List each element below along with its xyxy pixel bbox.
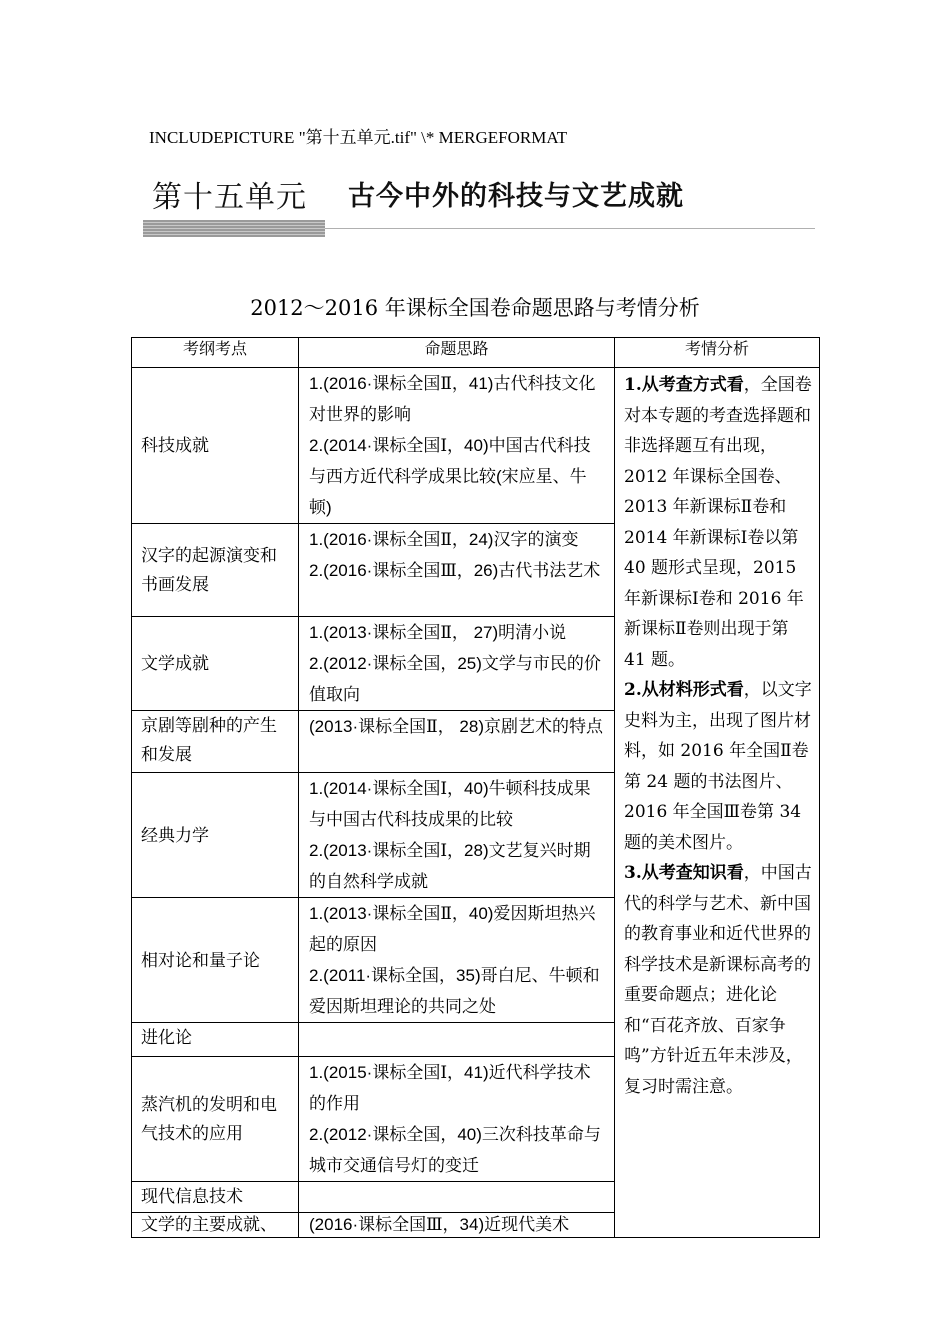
- idea-item: (2013·课标全国Ⅱ， 28)京剧艺术的特点: [309, 717, 603, 736]
- topic-cell: 文学成就: [132, 617, 299, 711]
- table-row: [132, 368, 820, 524]
- analysis-text: ，中国古代的科学与艺术、新中国的教育事业和近代世界的科学技术是新课标高考的重要命题点；进化论和“百花齐放、百家争鸣”方针近五年未涉及，复习时需注意。: [624, 863, 812, 1097]
- analysis-label: 3.从考查知识看: [624, 863, 744, 883]
- ideas-cell: [299, 524, 615, 617]
- unit-banner: [149, 170, 819, 242]
- banner-rule: [325, 228, 815, 229]
- ideas-cell: [299, 1213, 615, 1238]
- ideas-cell: [299, 1057, 615, 1182]
- analysis-text: ，以文字史料为主，出现了图片材料，如 2016 年全国Ⅱ卷第 24 题的书法图片、2016 年全国Ⅲ卷第 34 题的美术图片。: [624, 680, 812, 853]
- idea-item: 1.(2016·课标全国Ⅱ，41)古代科技文化对世界的影响: [309, 374, 596, 424]
- topic-cell: 进化论: [132, 1023, 299, 1057]
- topic-cell: 相对论和量子论: [132, 898, 299, 1023]
- unit-label: 第十五单元: [152, 180, 307, 215]
- ideas-cell: [299, 898, 615, 1023]
- topic-cell: 现代信息技术: [132, 1182, 299, 1213]
- idea-item: (2016·课标全国Ⅲ，34)近现代美术: [309, 1215, 570, 1234]
- header-ideas: 命题思路: [299, 338, 615, 368]
- idea-item: 1.(2013·课标全国Ⅱ， 27)明清小说: [309, 623, 567, 642]
- idea-item: 2.(2012·课标全国，40)三次科技革命与城市交通信号灯的变迁: [309, 1125, 601, 1175]
- analysis-table: [131, 337, 820, 1238]
- table-title: 2012～2016 年课标全国卷命题思路与考情分析: [250, 296, 700, 320]
- topic-cell: 科技成就: [132, 368, 299, 524]
- ideas-cell: [299, 1182, 615, 1213]
- topic-cell: 京剧等剧种的产生和发展: [132, 711, 299, 773]
- idea-item: 2.(2011·课标全国，35)哥白尼、牛顿和爱因斯坦理论的共同之处: [309, 966, 600, 1016]
- idea-item: 1.(2014·课标全国Ⅰ，40)牛顿科技成果与中国古代科技成果的比较: [309, 779, 591, 829]
- idea-item: 1.(2016·课标全国Ⅱ，24)汉字的演变: [309, 530, 579, 549]
- idea-item: 2.(2013·课标全国Ⅰ，28)文艺复兴时期的自然科学成就: [309, 841, 591, 891]
- idea-item: 2.(2016·课标全国Ⅲ，26)古代书法艺术: [309, 561, 601, 580]
- analysis-cell: [615, 368, 820, 1238]
- header-analysis: 考情分析: [615, 338, 820, 368]
- analysis-label: 1.从考查方式看: [624, 375, 744, 395]
- idea-item: 1.(2013·课标全国Ⅱ，40)爱因斯坦热兴起的原因: [309, 904, 596, 954]
- ideas-cell: [299, 617, 615, 711]
- analysis-label: 2.从材料形式看: [624, 680, 744, 700]
- ideas-cell: [299, 711, 615, 773]
- banner-grey-bar: [143, 220, 325, 237]
- idea-item: 2.(2014·课标全国Ⅰ，40)中国古代科技与西方近代科学成果比较(宋应星、牛顿): [309, 436, 591, 517]
- analysis-text: ，全国卷对本专题的考查选择题和非选择题互有出现，2012 年课标全国卷、2013 年新课标Ⅱ卷和 2014 年新课标Ⅰ卷以第 40 题形式呈现，2015 年新课标Ⅰ卷和 2016 年新课标Ⅱ卷则出现于第 41 题。: [624, 375, 812, 670]
- header-topic: 考纲考点: [132, 338, 299, 368]
- ideas-cell: [299, 773, 615, 898]
- idea-item: 1.(2015·课标全国Ⅰ，41)近代科学技术的作用: [309, 1063, 591, 1113]
- topic-cell: 蒸汽机的发明和电气技术的应用: [132, 1057, 299, 1182]
- topic-cell: 汉字的起源演变和书画发展: [132, 524, 299, 617]
- topic-cell: 经典力学: [132, 773, 299, 898]
- field-code-text: INCLUDEPICTURE "第十五单元.tif" \* MERGEFORMAT: [149, 128, 568, 147]
- topic-cell: 文学的主要成就、: [132, 1213, 299, 1238]
- unit-title: 古今中外的科技与文艺成就: [348, 181, 684, 212]
- ideas-cell: [299, 1023, 615, 1057]
- idea-item: 2.(2012·课标全国，25)文学与市民的价值取向: [309, 654, 601, 704]
- table-header-row: [132, 338, 820, 368]
- ideas-cell: [299, 368, 615, 524]
